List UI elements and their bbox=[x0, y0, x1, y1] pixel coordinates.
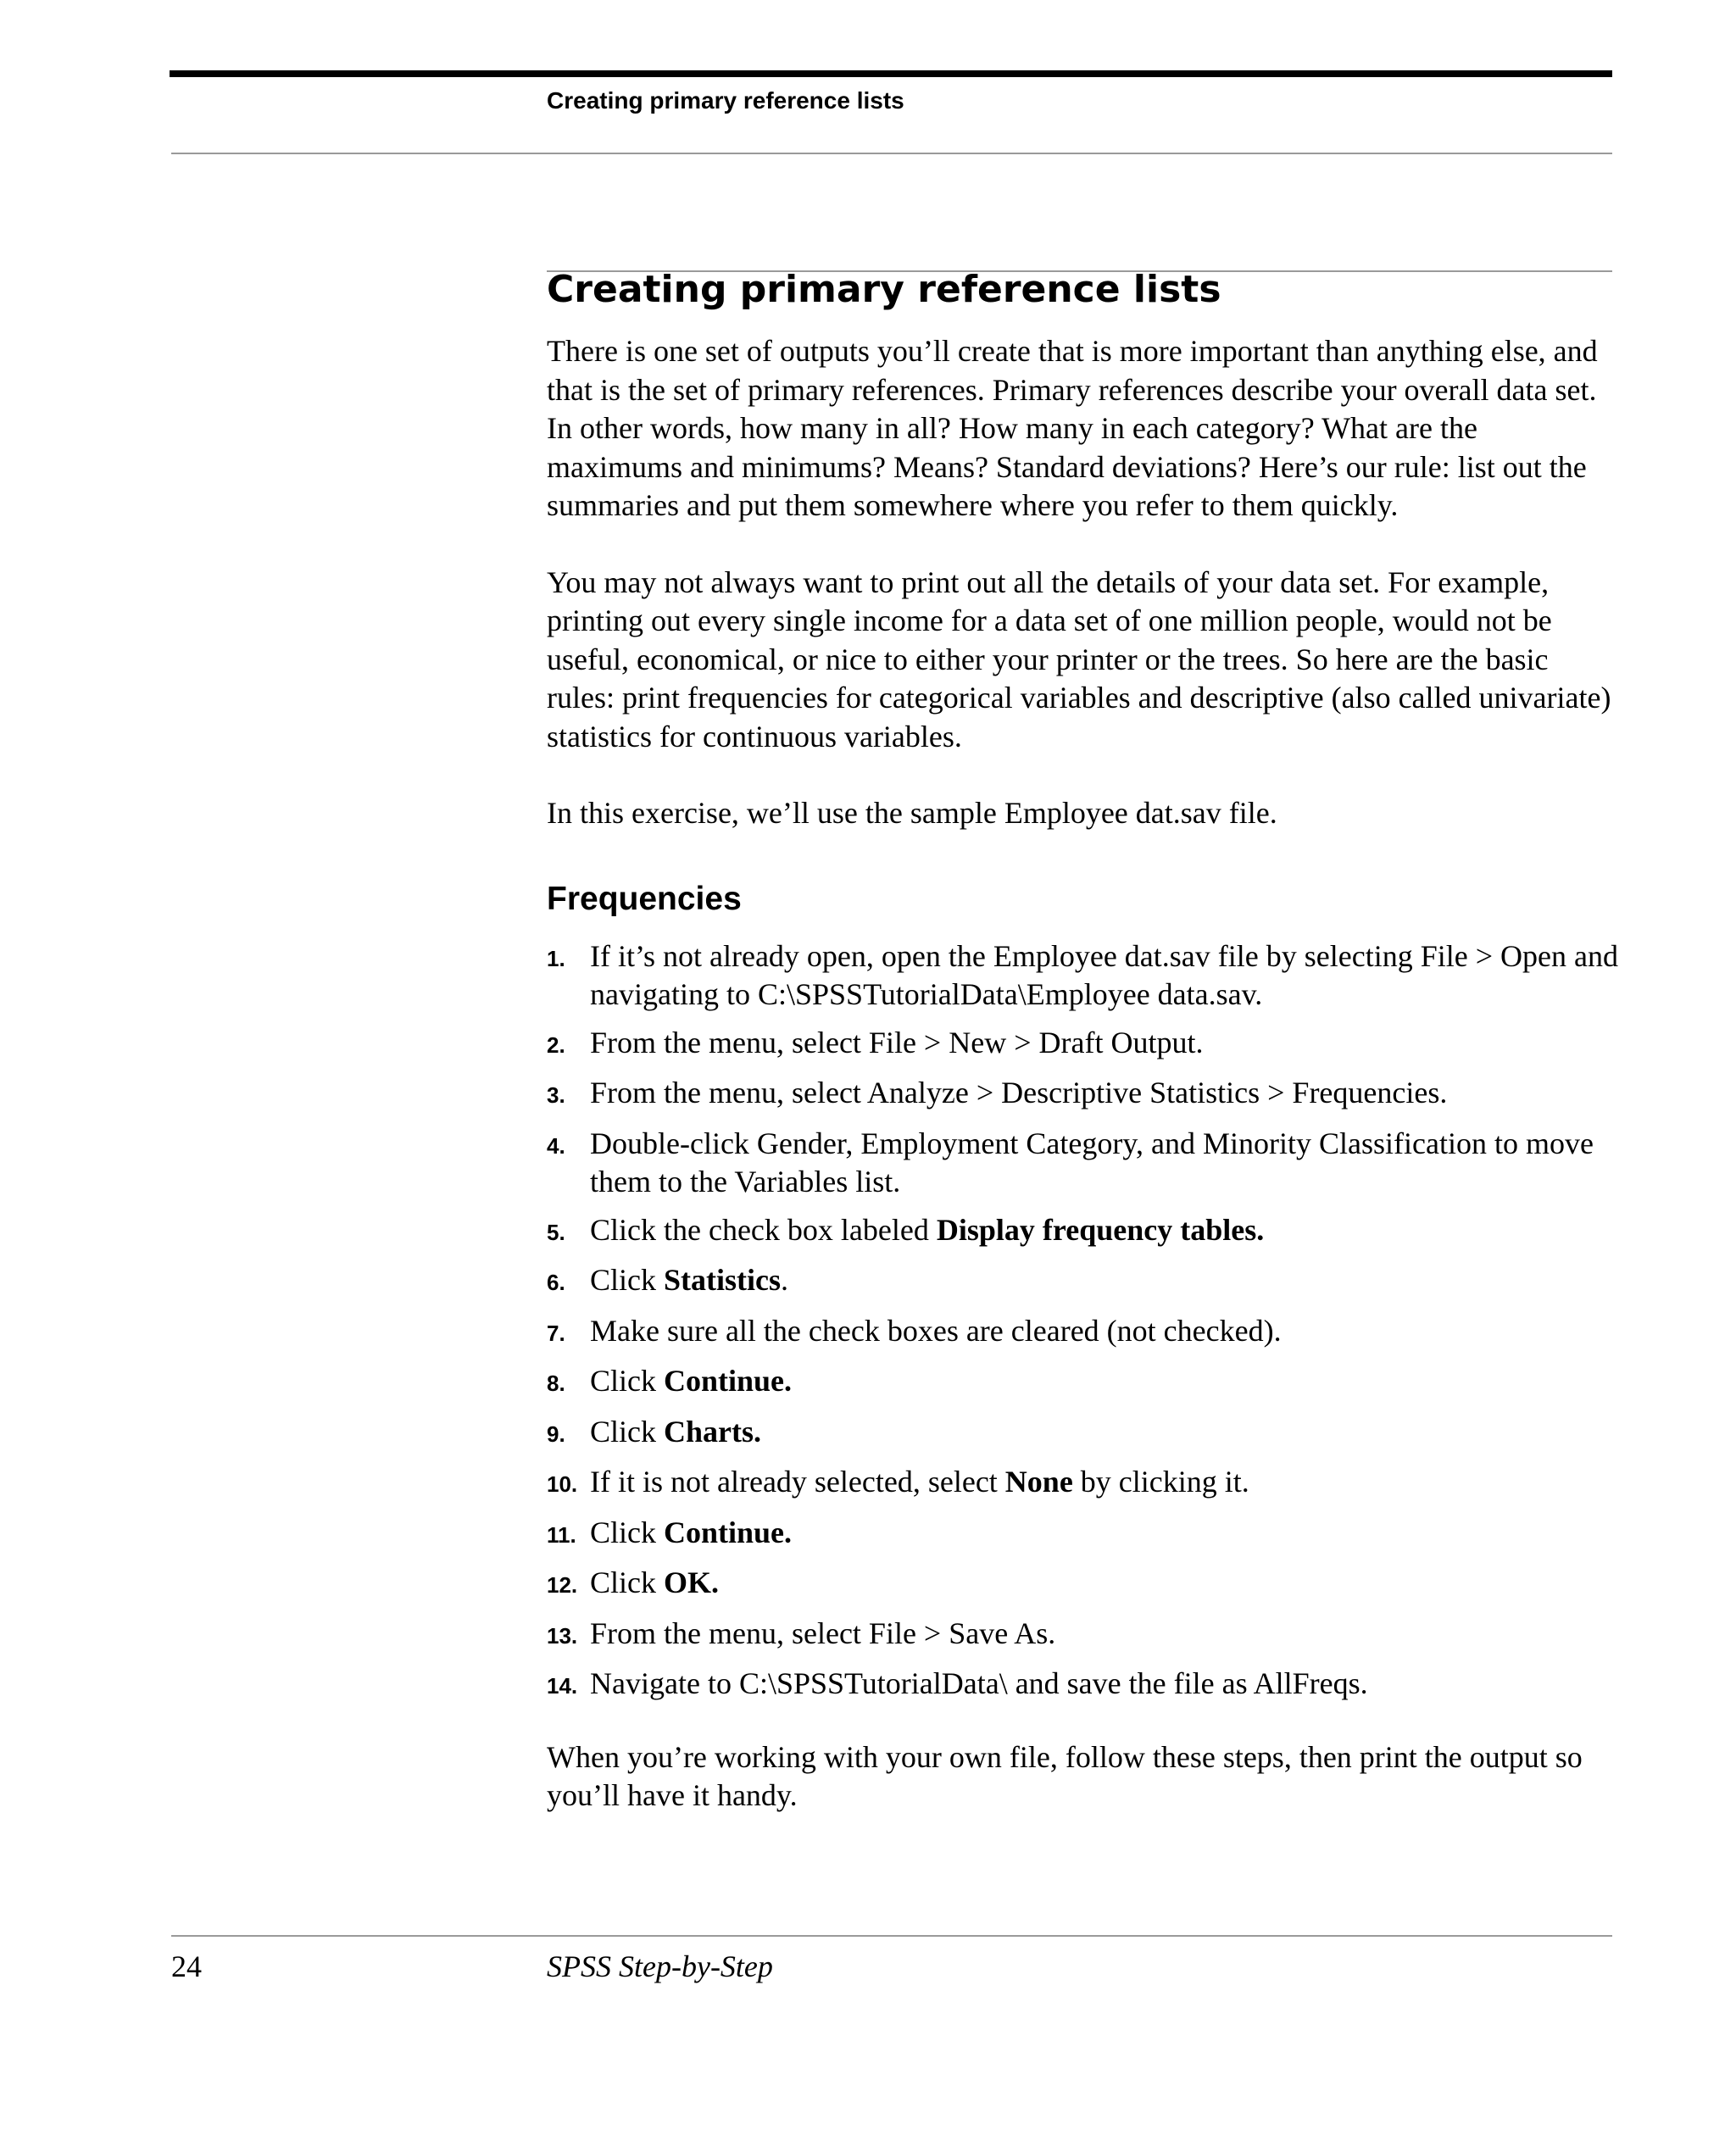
step-number: 11. bbox=[547, 1521, 576, 1548]
closing-paragraph: When you’re working with your own file, follow these steps, then print the output so you’ll have it handy. bbox=[547, 1739, 1583, 1812]
step-number: 2. bbox=[547, 1032, 565, 1058]
step-item bbox=[547, 1125, 1619, 1202]
step-item bbox=[547, 1362, 1619, 1404]
step-number: 12. bbox=[547, 1572, 578, 1598]
step-text-plain: If it is not already selected, select bbox=[590, 1465, 1005, 1499]
step-text: From the menu, select File > Save As. bbox=[590, 1615, 1056, 1650]
step-text-bold: Charts. bbox=[664, 1414, 761, 1449]
step-text-bold: OK. bbox=[664, 1565, 720, 1599]
step-item bbox=[547, 1514, 1619, 1555]
step-text-plain: Click bbox=[590, 1414, 664, 1449]
running-header: Creating primary reference lists bbox=[547, 87, 904, 114]
step-text: Double-click Gender, Employment Category, and Minority Classification to move them to the Variables list. bbox=[590, 1126, 1594, 1198]
step-number: 6. bbox=[547, 1270, 565, 1295]
step-number: 8. bbox=[547, 1371, 565, 1396]
step-text bbox=[590, 1413, 1619, 1452]
step-item bbox=[547, 1312, 1619, 1354]
step-item bbox=[547, 1024, 1619, 1065]
header-rule bbox=[171, 153, 1612, 154]
step-text bbox=[590, 1261, 1619, 1300]
step-item bbox=[547, 1564, 1619, 1605]
exercise-paragraph: In this exercise, we’ll use the sample Employee dat.sav file. bbox=[547, 796, 1277, 830]
step-text: From the menu, select File > New > Draft Output. bbox=[590, 1025, 1204, 1059]
step-number: 3. bbox=[547, 1082, 565, 1108]
step-text: Navigate to C:\SPSSTutorialData\ and save the file as AllFreqs. bbox=[590, 1666, 1368, 1700]
step-text bbox=[590, 1463, 1619, 1502]
step-text bbox=[590, 1514, 1619, 1553]
step-number: 9. bbox=[547, 1421, 565, 1447]
step-text: From the menu, select Analyze > Descriptive Statistics > Frequencies. bbox=[590, 1076, 1448, 1109]
step-text-bold: Continue. bbox=[664, 1364, 793, 1398]
step-item bbox=[547, 1665, 1619, 1706]
step-number: 5. bbox=[547, 1219, 565, 1245]
step-text bbox=[590, 1362, 1619, 1401]
rules-paragraph: You may not always want to print out all the details of your data set. For example, printing out every single income for a data set of one million people, would not be useful, economical, or nice to either your printer or the trees. So here are the basic rules: print frequencies for categorical variables and descriptive (also called univariate) statistics for continuous variables. bbox=[547, 564, 1611, 754]
step-text-plain: Click the check box labeled bbox=[590, 1212, 937, 1247]
section-title: Creating primary reference lists bbox=[547, 268, 1221, 311]
step-text: If it’s not already open, open the Employee dat.sav file by selecting File > Open and navigating to C:\SPSSTutorialData\Employee data.sav. bbox=[590, 938, 1618, 1011]
step-text: Make sure all the check boxes are cleared (not checked). bbox=[590, 1313, 1282, 1348]
step-text-plain: Click bbox=[590, 1263, 664, 1297]
step-text-plain: Click bbox=[590, 1565, 664, 1599]
footer-rule bbox=[171, 1935, 1612, 1937]
step-item bbox=[547, 1615, 1619, 1656]
step-text-bold: None bbox=[1004, 1465, 1073, 1499]
step-item bbox=[547, 1074, 1619, 1115]
step-number: 14. bbox=[547, 1673, 578, 1699]
step-text bbox=[590, 1211, 1619, 1250]
step-item bbox=[547, 937, 1619, 1015]
step-number: 4. bbox=[547, 1132, 565, 1159]
steps-list bbox=[547, 937, 1619, 1706]
intro-paragraph: There is one set of outputs you’ll create that is more important than anything else, and that is the set of primary references. Primary references describe your overall data set. In other words, how many in all? How many in each category? What are the maximums and minimums? Means? Standard deviations? Here’s our rule: list out the summaries and put them somewhere where you refer to them quickly. bbox=[547, 334, 1598, 522]
step-number: 7. bbox=[547, 1320, 565, 1346]
step-text-plain: Click bbox=[590, 1364, 664, 1398]
step-text bbox=[590, 1564, 1619, 1603]
step-number: 10. bbox=[547, 1471, 578, 1497]
step-text-bold: Continue. bbox=[664, 1515, 793, 1549]
step-text-bold: Statistics bbox=[664, 1263, 781, 1297]
step-text-plain: by clicking it. bbox=[1072, 1465, 1249, 1499]
step-number: 1. bbox=[547, 945, 565, 971]
page-number: 24 bbox=[171, 1949, 202, 1983]
step-text-plain: . bbox=[781, 1263, 788, 1297]
step-text-plain: Click bbox=[590, 1515, 664, 1549]
step-item bbox=[547, 1413, 1619, 1454]
step-text-bold: Display frequency tables. bbox=[936, 1212, 1265, 1247]
top-rule bbox=[170, 70, 1612, 77]
frequencies-heading: Frequencies bbox=[547, 880, 742, 917]
step-item bbox=[547, 1211, 1619, 1253]
step-item bbox=[547, 1463, 1619, 1504]
step-number: 13. bbox=[547, 1622, 578, 1649]
step-item bbox=[547, 1261, 1619, 1303]
main-content bbox=[547, 264, 1619, 1816]
book-title: SPSS Step-by-Step bbox=[547, 1949, 773, 1983]
